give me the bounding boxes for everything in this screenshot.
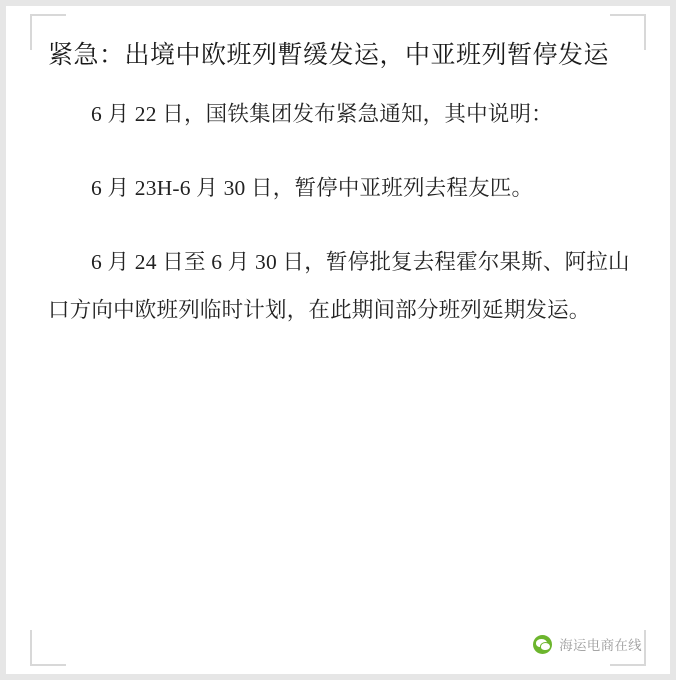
page-border-top — [0, 0, 676, 6]
wechat-icon — [533, 635, 552, 654]
page-border-right — [670, 0, 676, 680]
page-title: 紧急：出境中欧班列暫缓发运，中亚班列暂停发运 — [48, 42, 610, 69]
paragraph-3: 6 月 24 日至 6 月 30 日，暂停批复去程霍尔果斯、阿拉山口方向中欧班列临时计划，在此期间部分班列延期发运。 — [48, 250, 630, 322]
watermark-account-name: 海运电商在线 — [559, 638, 642, 653]
page-border-bottom — [0, 674, 676, 680]
paragraph-2: 6 月 23H-6 月 30 日，暂停中亚班列去程友匹。 — [91, 176, 534, 200]
paragraph-1: 6 月 22 日，国铁集团发布紧急通知，其中说明： — [91, 102, 553, 126]
page-border-left — [0, 0, 6, 680]
document-body — [48, 34, 632, 334]
crop-mark-bottom-left — [30, 630, 66, 666]
watermark-footer — [533, 634, 642, 654]
